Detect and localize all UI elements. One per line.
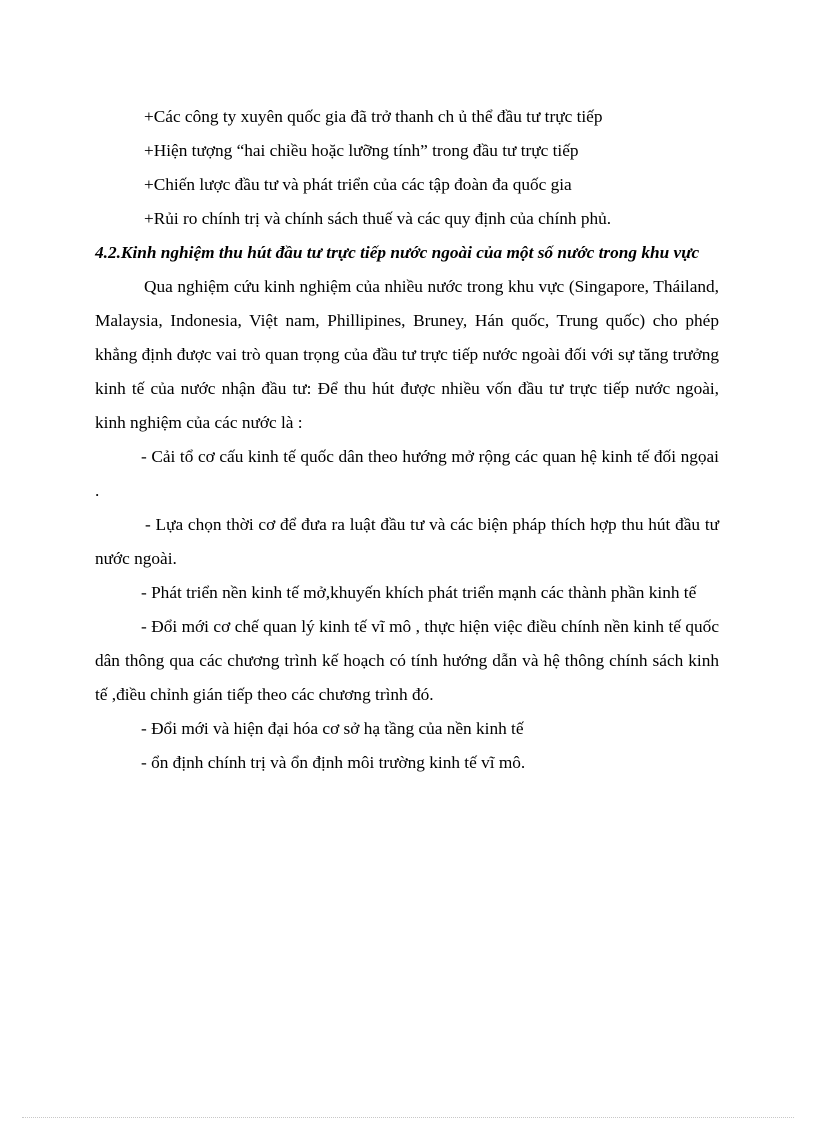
bullet-line: +Rủi ro chính trị và chính sách thuế và các quy định của chính phủ. — [144, 209, 612, 228]
bullet-line: +Hiện tượng “hai chiều hoặc lưỡng tính” trong đầu tư trực tiếp — [144, 141, 579, 160]
list-item: - Cải tổ cơ cấu kinh tế quốc dân theo hướng mở rộng các quan hệ kinh tế đối ngọai . — [95, 447, 719, 500]
section-heading: 4.2.Kinh nghiệm thu hút đầu tư trực tiếp nước ngoài của một số nước trong khu vực — [95, 243, 700, 262]
bullet-line: +Chiến lược đầu tư và phát triển của các tập đoàn đa quốc gia — [144, 175, 572, 194]
list-item: - Đổi mới cơ chế quan lý kinh tế vĩ mô , thực hiện việc điều chính nền kinh tế quốc dân thông qua các chương trình kế hoạch có tính hướng dẫn và hệ thông chính sách kinh tế ,điều chỉnh gián tiếp theo các chương trình đó. — [95, 617, 719, 704]
intro-paragraph: Qua nghiệm cứu kinh nghiệm của nhiều nước trong khu vực (Singapore, Tháiland, Malaysia, Indonesia, Việt nam, Phillipines, Bruney, Hán quốc, Trung quốc) cho phép khẳng định được vai trò quan trọng của đầu tư trực tiếp nước ngoài đối với sự tăng trưởng kinh tế của nước nhận đầu tư: Để thu hút được nhiều vốn đầu tư trực tiếp nước ngoài, kinh nghiệm của các nước là : — [95, 277, 719, 432]
list-item: - Lựa chọn thời cơ để đưa ra luật đầu tư và các biện pháp thích hợp thu hút đầu tư nước ngoài. — [95, 515, 719, 568]
list-item: - Đổi mới và hiện đại hóa cơ sở hạ tầng của nền kinh tế — [141, 719, 524, 738]
document-body — [95, 100, 719, 780]
bullet-line: +Các công ty xuyên quốc gia đã trở thanh ch ủ thể đầu tư trực tiếp — [144, 107, 603, 126]
list-item: - ổn định chính trị và ổn định môi trường kinh tế vĩ mô. — [141, 753, 526, 772]
list-item: - Phát triển nền kinh tế mở,khuyến khích phát triển mạnh các thành phần kinh tế — [141, 583, 697, 602]
page-bottom-rule — [22, 1117, 794, 1118]
